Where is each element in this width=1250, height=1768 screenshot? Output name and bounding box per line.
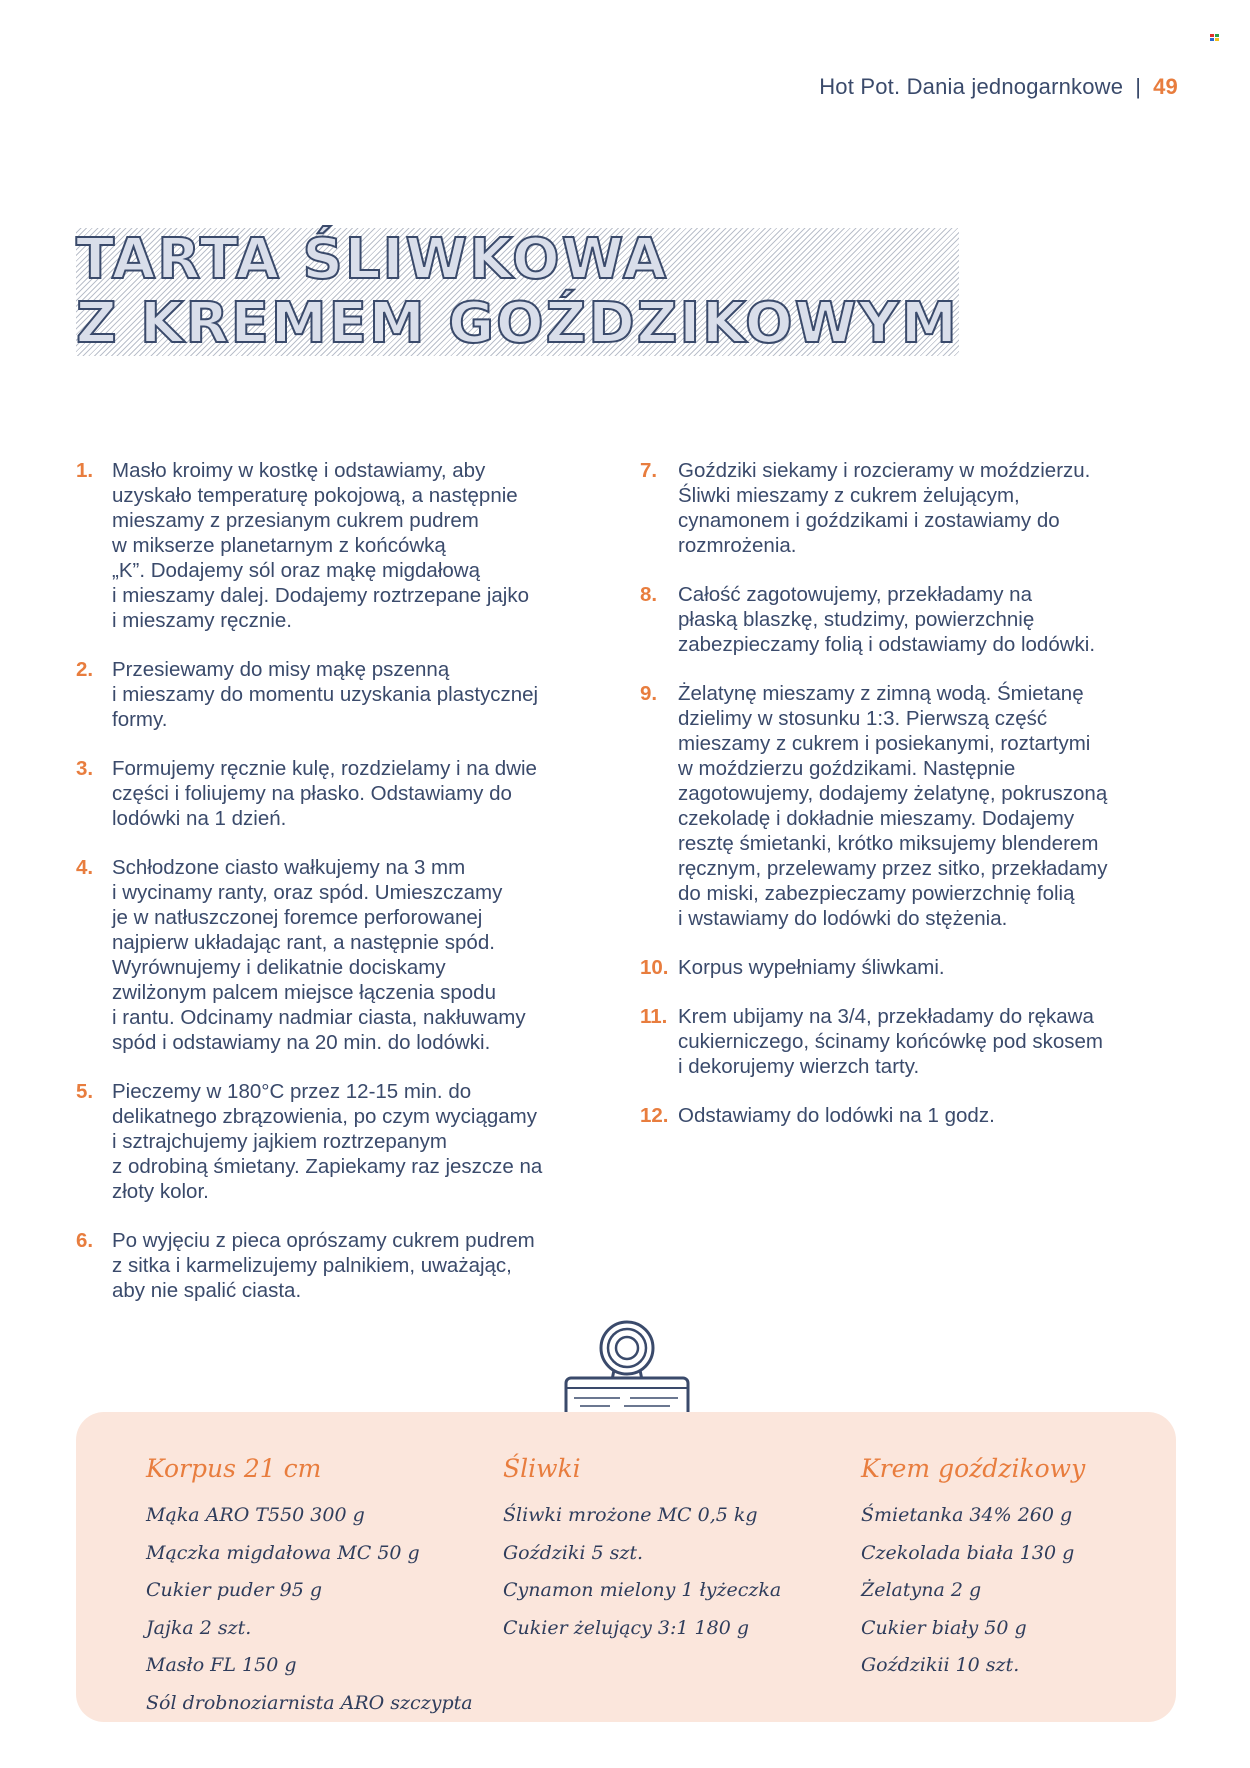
step-number: 6. xyxy=(76,1229,94,1252)
step-number: 1. xyxy=(76,459,94,482)
ingredients-list xyxy=(503,1497,781,1647)
step-number: 5. xyxy=(76,1080,94,1103)
ingredient-item: Śmietanka 34% 260 g xyxy=(861,1504,1073,1526)
recipe-step xyxy=(640,1103,1185,1128)
recipe-step xyxy=(640,582,1185,657)
ingredient-item: Sól drobnoziarnista ARO szczypta xyxy=(146,1691,473,1714)
ingredient-item: Czekolada biała 130 g xyxy=(861,1541,1075,1564)
ingredient-item: Cukier puder 95 g xyxy=(146,1579,323,1601)
step-text: Odstawiamy do lodówki na 1 godz. xyxy=(678,1104,995,1127)
ingredient-item: Cukier żelujący 3:1 180 g xyxy=(503,1616,750,1639)
ingredient-item: Mąka ARO T550 300 g xyxy=(146,1504,365,1526)
ingredients-group-korpus xyxy=(146,1454,473,1722)
step-number: 12. xyxy=(640,1104,669,1127)
recipe-step xyxy=(640,681,1185,931)
step-number: 7. xyxy=(640,459,658,482)
ingredient-item: Śliwki mrożone MC 0,5 kg xyxy=(503,1504,758,1526)
ingredients-heading: Śliwki xyxy=(503,1454,581,1483)
step-text: Masło kroimy w kostkę i odstawiamy, aby uzyskało temperaturę pokojową, a następnie mieszamy z przesianym cukrem pudrem w mikserze planetarnym z końcówką „K”. Dodajemy sól oraz mąkę migdałową i mieszamy dalej. Dodajemy roztrzepane jajko i mieszamy ręcznie. xyxy=(112,459,530,632)
ingredient-item: Cukier biały 50 g xyxy=(861,1616,1027,1639)
step-text: Krem ubijamy na 3/4, przekładamy do rękawa cukierniczego, ścinamy końcówkę pod skosem i dekorujemy wierzch tarty. xyxy=(678,1005,1103,1078)
binder-clip-icon xyxy=(560,1318,694,1426)
ingredient-item: Masło FL 150 g xyxy=(146,1654,297,1676)
step-text: Korpus wypełniamy śliwkami. xyxy=(678,956,945,979)
recipe-step xyxy=(76,855,616,1055)
step-number: 10. xyxy=(640,956,669,979)
steps-column-right xyxy=(640,458,1185,1152)
recipe-step xyxy=(640,458,1185,558)
recipe-step xyxy=(76,1079,616,1204)
step-text: Przesiewamy do misy mąkę pszenną i mieszamy do momentu uzyskania plastycznej formy. xyxy=(112,658,539,731)
page-header xyxy=(819,74,1178,100)
steps-column-left xyxy=(76,458,616,1327)
step-text: Po wyjęciu z pieca oprószamy cukrem pudrem z sitka i karmelizujemy palnikiem, uważając, aby nie spalić ciasta. xyxy=(112,1229,535,1302)
ingredients-list xyxy=(861,1497,1085,1685)
step-number: 3. xyxy=(76,757,94,780)
step-text: Schłodzone ciasto wałkujemy na 3 mm i wycinamy ranty, oraz spód. Umieszczamy je w natłuszczonej foremce perforowanej najpierw układając rant, a następnie spód. Wyrównujemy i delikatnie dociskamy zwilżonym palcem miejsce łączenia spodu i rantu. Odcinamy nadmiar ciasta, nakłuwamy spód i odstawiamy na 20 min. do lodówki. xyxy=(112,856,526,1054)
step-number: 8. xyxy=(640,583,658,606)
recipe-step xyxy=(76,756,616,831)
corner-mark-icon xyxy=(1210,34,1220,42)
step-number: 4. xyxy=(76,856,94,879)
step-text: Formujemy ręcznie kulę, rozdzielamy i na dwie części i foliujemy na płasko. Odstawiamy do lodówki na 1 dzień. xyxy=(112,757,537,830)
step-text: Żelatynę mieszamy z zimną wodą. Śmietanę dzielimy w stosunku 1:3. Pierwszą część mieszamy z cukrem i posiekanymi, roztartymi w moździerzu goździkami. Następnie zagotowujemy, dodajemy żelatynę, pokruszoną czekoladę i dokładnie mieszamy. Dodajemy resztę śmietanki, krótko miksujemy blenderem ręcznym, przelewamy przez sitko, przekładamy do miski, zabezpieczamy powierzchnię folią i wstawiamy do lodówki do stężenia. xyxy=(678,682,1108,930)
ingredients-heading: Krem goździkowy xyxy=(861,1454,1086,1483)
ingredients-list xyxy=(146,1497,473,1722)
page-number: 49 xyxy=(1153,74,1178,99)
ingredients-heading: Korpus 21 cm xyxy=(146,1454,322,1483)
recipe-title xyxy=(76,228,959,356)
ingredient-item: Cynamon mielony 1 łyżeczka xyxy=(503,1579,782,1601)
recipe-title-line-2: Z KREMEM GOŹDZIKOWYM xyxy=(76,291,959,356)
step-text: Goździki siekamy i rozcieramy w moździerzu. Śliwki mieszamy z cukrem żelującym, cynamonem i goździkami i zostawiamy do rozmrożenia. xyxy=(678,459,1091,557)
ingredient-item: Mączka migdałowa MC 50 g xyxy=(146,1541,420,1564)
ingredient-item: Goździki 5 szt. xyxy=(503,1541,644,1564)
step-number: 2. xyxy=(76,658,94,681)
ingredient-item: Goździkii 10 szt. xyxy=(861,1654,1020,1676)
ingredient-item: Jajka 2 szt. xyxy=(146,1616,252,1639)
recipe-title-line-1: TARTA ŚLIWKOWA xyxy=(76,227,669,292)
step-number: 11. xyxy=(640,1005,668,1028)
recipe-step xyxy=(76,1228,616,1303)
recipe-step xyxy=(76,657,616,732)
ingredient-item: Żelatyna 2 g xyxy=(861,1579,982,1601)
recipe-step xyxy=(640,955,1185,980)
step-text: Całość zagotowujemy, przekładamy na płaską blaszkę, studzimy, powierzchnię zabezpieczamy folią i odstawiamy do lodówki. xyxy=(678,583,1096,656)
step-text: Pieczemy w 180°C przez 12-15 min. do delikatnego zbrązowienia, po czym wyciągamy i sztrajchujemy jajkiem roztrzepanym z odrobiną śmietany. Zapiekamy raz jeszcze na złoty kolor. xyxy=(112,1080,543,1203)
recipe-step xyxy=(76,458,616,633)
header-separator: | xyxy=(1135,74,1142,99)
ingredients-group-krem xyxy=(861,1454,1085,1685)
ingredients-panel xyxy=(76,1412,1176,1722)
recipe-step xyxy=(640,1004,1185,1079)
ingredients-group-sliwki xyxy=(503,1454,781,1647)
step-number: 9. xyxy=(640,682,658,705)
section-title: Hot Pot. Dania jednogarnkowe xyxy=(819,74,1124,99)
